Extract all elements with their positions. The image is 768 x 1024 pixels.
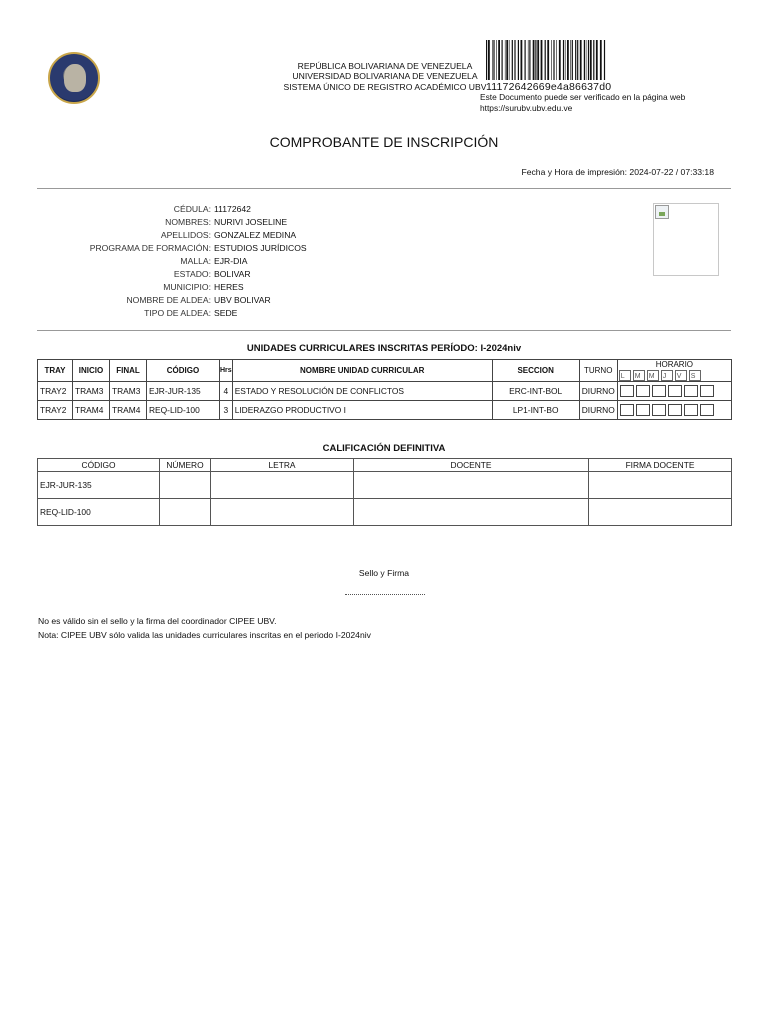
col-inicio: INICIO bbox=[73, 360, 110, 382]
university-logo bbox=[48, 52, 100, 104]
info-row bbox=[38, 268, 538, 281]
grades-title: CALIFICACIÓN DEFINITIVA bbox=[322, 443, 446, 454]
unit-schedule bbox=[617, 401, 731, 420]
unit-inicio: TRAM4 bbox=[73, 401, 110, 420]
grade-firma bbox=[589, 472, 732, 499]
grade-firma bbox=[589, 499, 732, 526]
info-label: NOMBRES: bbox=[165, 217, 211, 227]
unit-inicio: TRAM3 bbox=[73, 382, 110, 401]
info-label: NOMBRE DE ALDEA: bbox=[126, 295, 211, 305]
day-saturday: S bbox=[689, 370, 701, 381]
days-cell bbox=[617, 369, 731, 382]
signature-label: Sello y Firma bbox=[358, 568, 410, 578]
unit-final: TRAM3 bbox=[110, 382, 147, 401]
units-header-row bbox=[38, 360, 732, 370]
schedule-box bbox=[700, 404, 714, 416]
col-numero: NÚMERO bbox=[160, 459, 211, 472]
info-value: NURIVI JOSELINE bbox=[214, 217, 288, 227]
verification-note bbox=[480, 92, 740, 113]
unit-final: TRAM4 bbox=[110, 401, 147, 420]
divider bbox=[37, 330, 731, 331]
info-label: ESTADO: bbox=[173, 269, 211, 279]
notes bbox=[38, 614, 371, 642]
info-row bbox=[38, 307, 538, 320]
grade-numero bbox=[160, 472, 211, 499]
grade-docente bbox=[354, 499, 589, 526]
day-monday: L bbox=[619, 370, 631, 381]
unit-codigo: REQ-LID-100 bbox=[147, 401, 220, 420]
col-letra: LETRA bbox=[211, 459, 354, 472]
units-table bbox=[37, 359, 732, 420]
unit-hrs: 4 bbox=[220, 382, 233, 401]
header-line-2: UNIVERSIDAD BOLIVARIANA DE VENEZUELA bbox=[292, 71, 478, 82]
col-hrs: Hrs bbox=[220, 360, 233, 382]
info-value: BOLIVAR bbox=[214, 269, 251, 279]
schedule-box bbox=[636, 385, 650, 397]
barcode-code: 11172642669e4a86637d0 bbox=[486, 81, 612, 93]
broken-image-icon bbox=[655, 205, 669, 219]
col-docente: DOCENTE bbox=[354, 459, 589, 472]
unit-seccion: ERC-INT-BOL bbox=[492, 382, 579, 401]
unit-nombre: ESTADO Y RESOLUCIÓN DE CONFLICTOS bbox=[232, 382, 492, 401]
note-period: Nota: CIPEE UBV sólo valida las unidades curriculares inscritas en el periodo I-2024niv bbox=[38, 630, 371, 640]
unit-schedule bbox=[617, 382, 731, 401]
schedule-box bbox=[652, 404, 666, 416]
print-date: Fecha y Hora de impresión: 2024-07-22 / 07:33:18 bbox=[521, 167, 714, 177]
schedule-box bbox=[620, 404, 634, 416]
barcode bbox=[486, 40, 606, 80]
units-title: UNIDADES CURRICULARES INSCRITAS PERÍODO: I-2024niv bbox=[246, 343, 522, 354]
col-final: FINAL bbox=[110, 360, 147, 382]
info-row bbox=[38, 281, 538, 294]
info-row bbox=[38, 229, 538, 242]
info-label: CÉDULA: bbox=[173, 204, 211, 214]
info-label: PROGRAMA DE FORMACIÓN: bbox=[89, 243, 211, 253]
unit-turno: DIURNO bbox=[579, 382, 617, 401]
info-value: ESTUDIOS JURÍDICOS bbox=[214, 243, 307, 253]
schedule-box bbox=[636, 404, 650, 416]
col-nombre: NOMBRE UNIDAD CURRICULAR bbox=[232, 360, 492, 382]
student-info bbox=[38, 203, 538, 320]
header-line-3: SISTEMA ÚNICO DE REGISTRO ACADÉMICO UBV bbox=[283, 81, 487, 92]
verification-url: https://surubv.ubv.edu.ve bbox=[480, 102, 573, 113]
info-row bbox=[38, 216, 538, 229]
unit-tray: TRAY2 bbox=[38, 382, 73, 401]
grade-codigo: REQ-LID-100 bbox=[38, 499, 160, 526]
unit-tray: TRAY2 bbox=[38, 401, 73, 420]
info-value: 11172642 bbox=[214, 204, 251, 214]
unit-row bbox=[38, 382, 732, 401]
col-horario: HORARIO bbox=[617, 360, 731, 370]
unit-nombre: LIDERAZGO PRODUCTIVO I bbox=[232, 401, 492, 420]
col-seccion: SECCION bbox=[492, 360, 579, 382]
grade-row bbox=[38, 472, 732, 499]
col-codigo: CÓDIGO bbox=[147, 360, 220, 382]
day-tuesday: M bbox=[633, 370, 645, 381]
grade-letra bbox=[211, 499, 354, 526]
info-value: HERES bbox=[214, 282, 244, 292]
col-tray: TRAY bbox=[38, 360, 73, 382]
grades-table bbox=[37, 458, 732, 526]
col-firma-docente: FIRMA DOCENTE bbox=[589, 459, 732, 472]
divider bbox=[37, 188, 731, 189]
unit-row bbox=[38, 401, 732, 420]
info-label: MALLA: bbox=[180, 256, 211, 266]
grades-header-row bbox=[38, 459, 732, 472]
info-label: TIPO DE ALDEA: bbox=[144, 308, 211, 318]
info-row bbox=[38, 255, 538, 268]
schedule-box bbox=[620, 385, 634, 397]
schedule-box bbox=[652, 385, 666, 397]
schedule-box bbox=[668, 385, 682, 397]
unit-hrs: 3 bbox=[220, 401, 233, 420]
signature-line bbox=[345, 594, 425, 596]
student-photo bbox=[653, 203, 719, 276]
day-wednesday: M bbox=[647, 370, 659, 381]
unit-seccion: LP1-INT-BO bbox=[492, 401, 579, 420]
day-thursday: J bbox=[661, 370, 673, 381]
col-turno: TURNO bbox=[579, 360, 617, 382]
unit-codigo: EJR-JUR-135 bbox=[147, 382, 220, 401]
grade-docente bbox=[354, 472, 589, 499]
info-value: UBV BOLIVAR bbox=[214, 295, 271, 305]
grade-numero bbox=[160, 499, 211, 526]
info-row bbox=[38, 294, 538, 307]
info-value: SEDE bbox=[214, 308, 238, 318]
info-value: EJR-DIA bbox=[214, 256, 248, 266]
info-value: GONZALEZ MEDINA bbox=[214, 230, 297, 240]
verification-text: Este Documento puede ser verificado en la página web bbox=[480, 92, 686, 102]
unit-turno: DIURNO bbox=[579, 401, 617, 420]
schedule-box bbox=[684, 385, 698, 397]
info-label: APELLIDOS: bbox=[160, 230, 211, 240]
col-codigo: CÓDIGO bbox=[38, 459, 160, 472]
day-friday: V bbox=[675, 370, 687, 381]
schedule-box bbox=[684, 404, 698, 416]
grade-row bbox=[38, 499, 732, 526]
document-title: COMPROBANTE DE INSCRIPCIÓN bbox=[269, 134, 499, 150]
info-label: MUNICIPIO: bbox=[163, 282, 211, 292]
grade-codigo: EJR-JUR-135 bbox=[38, 472, 160, 499]
note-validity: No es válido sin el sello y la firma del coordinador CIPEE UBV. bbox=[38, 616, 277, 626]
schedule-box bbox=[668, 404, 682, 416]
info-row bbox=[38, 242, 538, 255]
info-row bbox=[38, 203, 538, 216]
schedule-box bbox=[700, 385, 714, 397]
grade-letra bbox=[211, 472, 354, 499]
logo-portrait-icon bbox=[64, 64, 86, 92]
header-line-1: REPÚBLICA BOLIVARIANA DE VENEZUELA bbox=[297, 61, 473, 71]
